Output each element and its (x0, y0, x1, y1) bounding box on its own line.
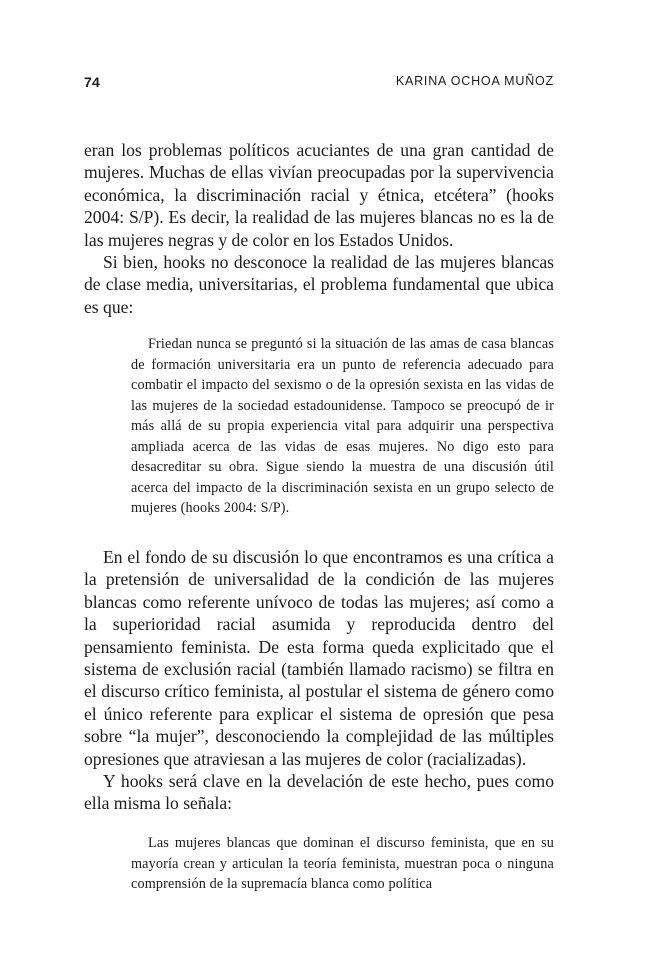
page-number: 74 (84, 74, 100, 90)
page-header (84, 74, 554, 96)
text-block-2 (84, 546, 554, 815)
paragraph-hooks-intro: Y hooks será clave en la develación de este hecho, pues como ella misma lo señala: (84, 771, 554, 814)
block-quote-friedan (131, 334, 554, 519)
text-block-1 (84, 139, 554, 318)
block-quote-white-women (131, 833, 554, 895)
block-quote-text: Las mujeres blancas que dominan el discurso feminista, que en su mayoría crean y articulan la teoría feminista, muestran poca o ninguna comprensión de la supremacía blanca como política (131, 835, 554, 892)
running-head: KARINA OCHOA MUÑOZ (395, 74, 554, 88)
paragraph-critique: En el fondo de su discusión lo que encontramos es una crítica a la pretensión de universalidad de la condición de las mujeres blancas como referente unívoco de todas las mujeres; así como a la superioridad racial asumida y reproducida dentro del pensamiento feminista. De esta forma queda explicitado que el sistema de exclusión racial (también llamado racismo) se filtra en el discurso crítico feminista, al postular el sistema de género como el único referente para explicar el sistema de opresión que pesa sobre “la mujer”, desconociendo la complejidad de las múltiples opresiones que atraviesan a las mujeres de color (racializadas). (84, 547, 554, 769)
paragraph-continuation: eran los problemas políticos acuciantes de una gran cantidad de mujeres. Muchas de ellas vivían preocupadas por la supervivencia económica, la discriminación racial y étnica, etcétera” (hooks 2004: S/P). Es decir, la realidad de las mujeres blancas no es la de las mujeres negras y de color en los Estados Unidos. (84, 140, 554, 250)
block-quote-text: Friedan nunca se preguntó si la situación de las amas de casa blancas de formación universitaria era un punto de referencia adecuado para combatir el impacto del sexismo o de la opresión sexista en las vidas de las mujeres de la sociedad estadounidense. Tampoco se preocupó de ir más allá de su propia experiencia vital para adquirir una perspectiva ampliada acerca de las vidas de esas mujeres. No digo esto para desacreditar su obra. Sigue siendo la muestra de una discusión útil acerca del impacto de la discriminación sexista en un grupo selecto de mujeres (hooks 2004: S/P). (131, 336, 554, 516)
paragraph-intro-quote: Si bien, hooks no desconoce la realidad de las mujeres blancas de clase media, universitarias, el problema fundamental que ubica es que: (84, 252, 554, 317)
